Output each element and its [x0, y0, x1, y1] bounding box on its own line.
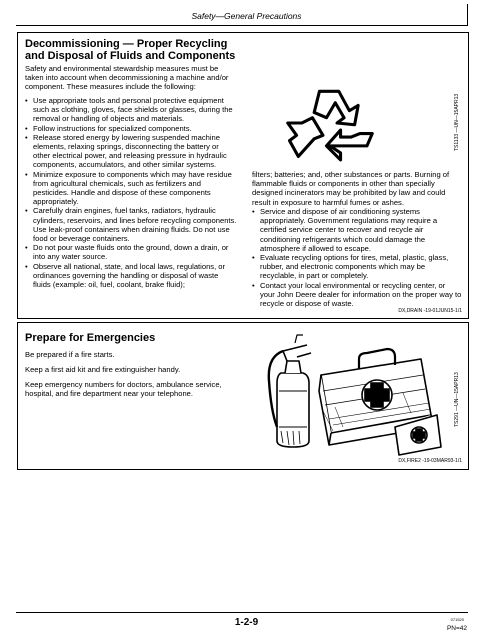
- emergencies-section: [17, 322, 469, 470]
- header-corner-mark: [467, 4, 468, 26]
- footer-rule: [16, 612, 468, 613]
- list-item: • Carefully drain engines, fuel tanks, radiators, hydraulic cylinders, reservoirs, and lines before recycling components. Use leak-proof containers when draining fluids. Do not use food or beverage containers.: [25, 206, 238, 243]
- list-item: • Minimize exposure to components which may have residue from agricultural chemicals, such as fertilizers and pesticides. Handle and dispose of these components appropriately.: [25, 170, 238, 207]
- decommissioning-section: [17, 32, 469, 319]
- footer-date: 071520: [450, 617, 464, 622]
- list-item: • Release stored energy by lowering suspended machine elements, relaxing springs, disconnecting the battery or other electrical power, and releasing pressure in hydraulic components, accumulators, and other similar systems.: [25, 133, 238, 170]
- recycle-image-code: TS1133 —UN—15APR13: [454, 93, 460, 151]
- decommissioning-title: Decommissioning — Proper Recycling and Disposal of Fluids and Components: [25, 38, 236, 62]
- decommissioning-ref-code: DX,DRAIN -19-01JUN15-1/1: [398, 308, 462, 314]
- list-item: • Do not pour waste fluids onto the ground, down a drain, or into any water source.: [25, 243, 238, 261]
- emergencies-line-1: Be prepared if a fire starts.: [25, 350, 115, 359]
- emergency-image-code: TS291 —UN—15APR13: [454, 372, 460, 427]
- decommissioning-left-list: [25, 96, 238, 289]
- list-item: • Service and dispose of air conditioning systems appropriately. Government regulations may require a certified service center to recover and recycle air conditioning refrigerants which could damage the atmosphere if allowed to escape.: [252, 207, 462, 253]
- emergencies-ref-code: DX,FIRE2 -19-03MAR93-1/1: [398, 458, 462, 464]
- decommissioning-continuation: filters; batteries; and, other substances or parts. Burning of flammable fluids or components in other than specially designed incinerators may be prohibited by law and could result in exposure to harmful fumes or ashes.: [252, 170, 450, 207]
- emergencies-title: Prepare for Emergencies: [25, 332, 156, 344]
- list-item: • Follow instructions for specialized components.: [25, 124, 238, 133]
- recycle-symbol-icon: [286, 78, 374, 168]
- pn-number: PN=42: [446, 625, 467, 632]
- emergencies-line-2: Keep a first aid kit and fire extinguisher handy.: [25, 365, 181, 374]
- fire-extinguisher-first-aid-kit-icon: [263, 331, 443, 459]
- decommissioning-right-list: [252, 207, 462, 308]
- list-item: • Use appropriate tools and personal protective equipment such as clothing, gloves, face shields or glasses, during the removal or handling of objects and materials.: [25, 96, 238, 124]
- page-number: 1-2-9: [234, 617, 259, 628]
- running-header: Safety—General Precautions: [191, 11, 302, 21]
- header-rule: [16, 25, 468, 26]
- emergencies-line-3: Keep emergency numbers for doctors, ambulance service, hospital, and fire department near your telephone.: [25, 380, 222, 399]
- decommissioning-intro: Safety and environmental stewardship measures must be taken into account when decommissioning a machine and/or component. These measures include the following:: [25, 64, 229, 92]
- list-item: • Observe all national, state, and local laws, regulations, or ordinances governing the handling or disposal of waste fluids (example: oil, fuel, coolant, brake fluid);: [25, 262, 238, 290]
- list-item: • Contact your local environmental or recycling center, or your John Deere dealer for information on the proper way to recycle or dispose of waste.: [252, 281, 462, 309]
- list-item: • Evaluate recycling options for tires, metal, plastic, glass, rubber, and electronic components which may be recyclable, in part or completely.: [252, 253, 462, 281]
